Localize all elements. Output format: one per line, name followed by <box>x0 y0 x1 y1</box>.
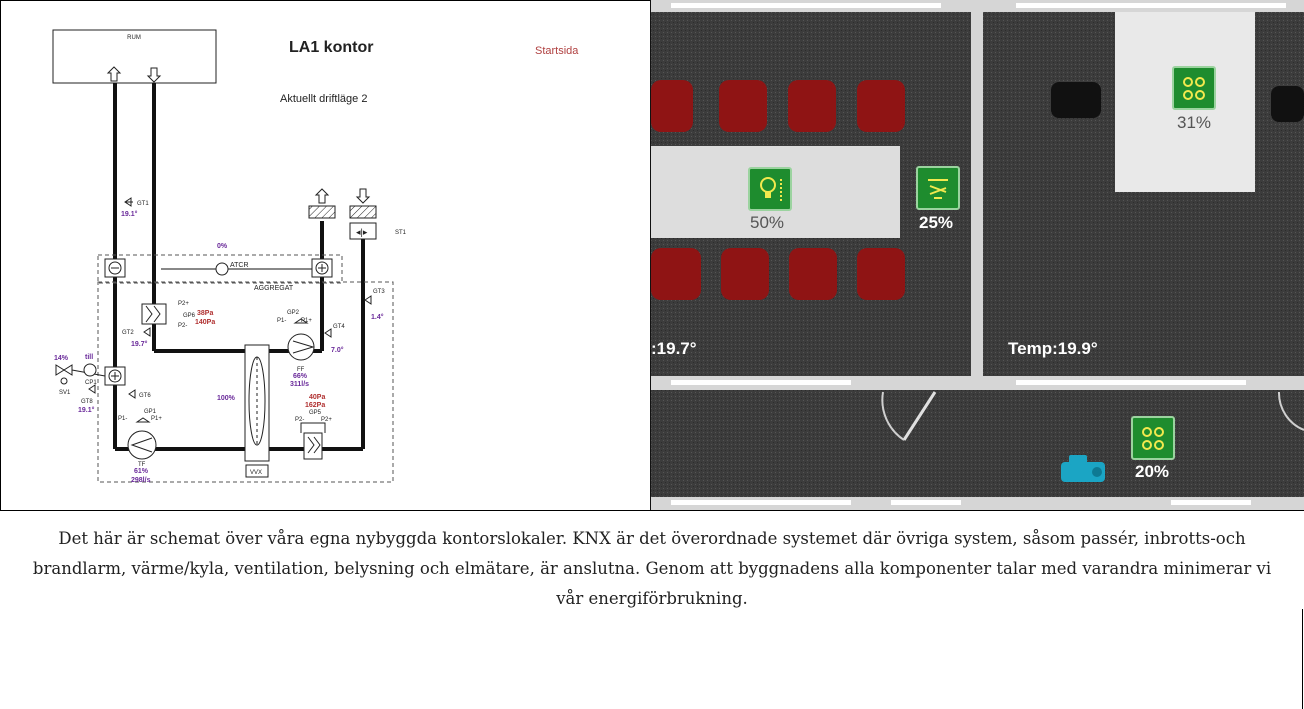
svg-text:P1-: P1- <box>118 416 128 422</box>
image-bottom-border <box>0 510 1304 511</box>
svg-text:140Pa: 140Pa <box>195 319 216 326</box>
light-value: 50% <box>750 213 785 232</box>
svg-text:CP1: CP1 <box>85 380 97 386</box>
svg-text:298l/s: 298l/s <box>131 477 151 484</box>
atcr-icon <box>216 263 228 275</box>
svg-text:100%: 100% <box>217 395 235 402</box>
schematic-drawing <box>1 1 651 512</box>
unit-label: AGGREGAT <box>254 285 294 292</box>
caption-text: Det här är schemat över våra egna nybyggda kontorslokaler. KNX är det överordnade systemet där övriga system, såsom passér, inbrotts-och brandlarm, värme/kyla, ventilation, belysning och elmätare, är anslutna. Genom att byggnadens alla komponenter talar med varandra minimerar vi vår energiförbrukning. <box>32 529 1272 608</box>
atcr-label: ATCR <box>230 262 249 269</box>
svg-text:14%: 14% <box>54 355 69 362</box>
svg-text:SV1: SV1 <box>59 390 71 396</box>
svg-text:66%: 66% <box>293 373 308 380</box>
svg-text:GT3: GT3 <box>373 289 385 295</box>
svg-text:311l/s: 311l/s <box>290 381 310 388</box>
sensor-gt3 <box>365 289 385 321</box>
svg-text:GT2: GT2 <box>122 330 134 336</box>
svg-text:GT4: GT4 <box>333 324 345 330</box>
fan-tf <box>118 409 162 484</box>
lightbulb-icon <box>750 169 790 209</box>
outdoor-exhaust-grille <box>309 206 335 218</box>
svg-text:GT1: GT1 <box>137 201 149 207</box>
svg-text:GT6: GT6 <box>139 393 151 399</box>
svg-text:◂|▸: ◂|▸ <box>356 227 368 237</box>
atcr-value: 0% <box>217 243 228 250</box>
svg-text:P2-: P2- <box>295 417 305 423</box>
outdoor-intake-grille <box>350 206 376 218</box>
svg-text:GP1: GP1 <box>144 409 157 415</box>
sensor-gt4 <box>325 324 345 354</box>
svg-text:61%: 61% <box>134 468 149 475</box>
svg-text:7.0°: 7.0° <box>331 347 344 354</box>
svg-text:GP2: GP2 <box>287 310 300 316</box>
lamps-icon <box>1174 68 1214 108</box>
blind-value: 25% <box>919 213 954 232</box>
room-label: RUM <box>127 35 141 41</box>
sensor-gt2 <box>122 328 150 348</box>
sensor-gt6 <box>129 390 151 399</box>
corridor-value: 20% <box>1135 462 1170 481</box>
ventilation-schematic <box>0 0 650 511</box>
outdoor-intake-arrow-icon <box>357 189 369 203</box>
outdoor-exhaust-arrow-icon <box>316 189 328 203</box>
svg-text:P2+: P2+ <box>321 417 332 423</box>
sensor-gt8 <box>78 385 95 414</box>
svg-text:GT8: GT8 <box>81 399 93 405</box>
corridor-control[interactable] <box>1131 416 1175 460</box>
svg-text:38Pa: 38Pa <box>197 310 214 317</box>
svg-text:19.1°: 19.1° <box>121 211 138 218</box>
blind-icon <box>918 168 958 208</box>
floorplan-view <box>651 0 1304 511</box>
svg-text:VVX: VVX <box>250 470 263 476</box>
home-link[interactable]: Startsida <box>535 45 579 57</box>
svg-text:P1+: P1+ <box>301 318 312 324</box>
temp-left: :19.7° <box>651 339 697 358</box>
blind-control[interactable] <box>916 166 960 210</box>
svg-text:TF: TF <box>138 462 146 468</box>
svg-text:P2-: P2- <box>178 323 188 329</box>
heat-exchanger-vvx <box>217 345 269 477</box>
svg-text:GP6: GP6 <box>183 313 196 319</box>
sensor-gt1 <box>121 198 149 218</box>
office-chair <box>1051 82 1101 118</box>
page-title: LA1 kontor <box>289 39 374 56</box>
svg-text:P1-: P1- <box>277 318 287 324</box>
room2-value: 31% <box>1177 113 1212 132</box>
light-control[interactable] <box>748 167 792 211</box>
svg-text:P2+: P2+ <box>178 301 189 307</box>
svg-text:FF: FF <box>297 367 305 373</box>
page-edge-line <box>1302 609 1303 709</box>
room2-control[interactable] <box>1172 66 1216 110</box>
mode-label: Aktuellt driftläge <box>280 93 359 105</box>
svg-text:till: till <box>85 354 94 361</box>
st1-label: ST1 <box>395 230 407 236</box>
svg-text:GP5: GP5 <box>309 410 322 416</box>
lamps-icon <box>1133 418 1173 458</box>
svg-text:19.7°: 19.7° <box>131 341 148 348</box>
svg-text:P1+: P1+ <box>151 416 162 422</box>
svg-text:162Pa: 162Pa <box>305 402 326 409</box>
svg-text:40Pa: 40Pa <box>309 394 326 401</box>
temp-right: Temp:19.9° <box>1008 339 1098 358</box>
mode-value: 2 <box>361 93 368 105</box>
svg-text:1.4°: 1.4° <box>371 314 384 321</box>
office-chair <box>1271 86 1304 122</box>
svg-text:19.1°: 19.1° <box>78 407 95 414</box>
